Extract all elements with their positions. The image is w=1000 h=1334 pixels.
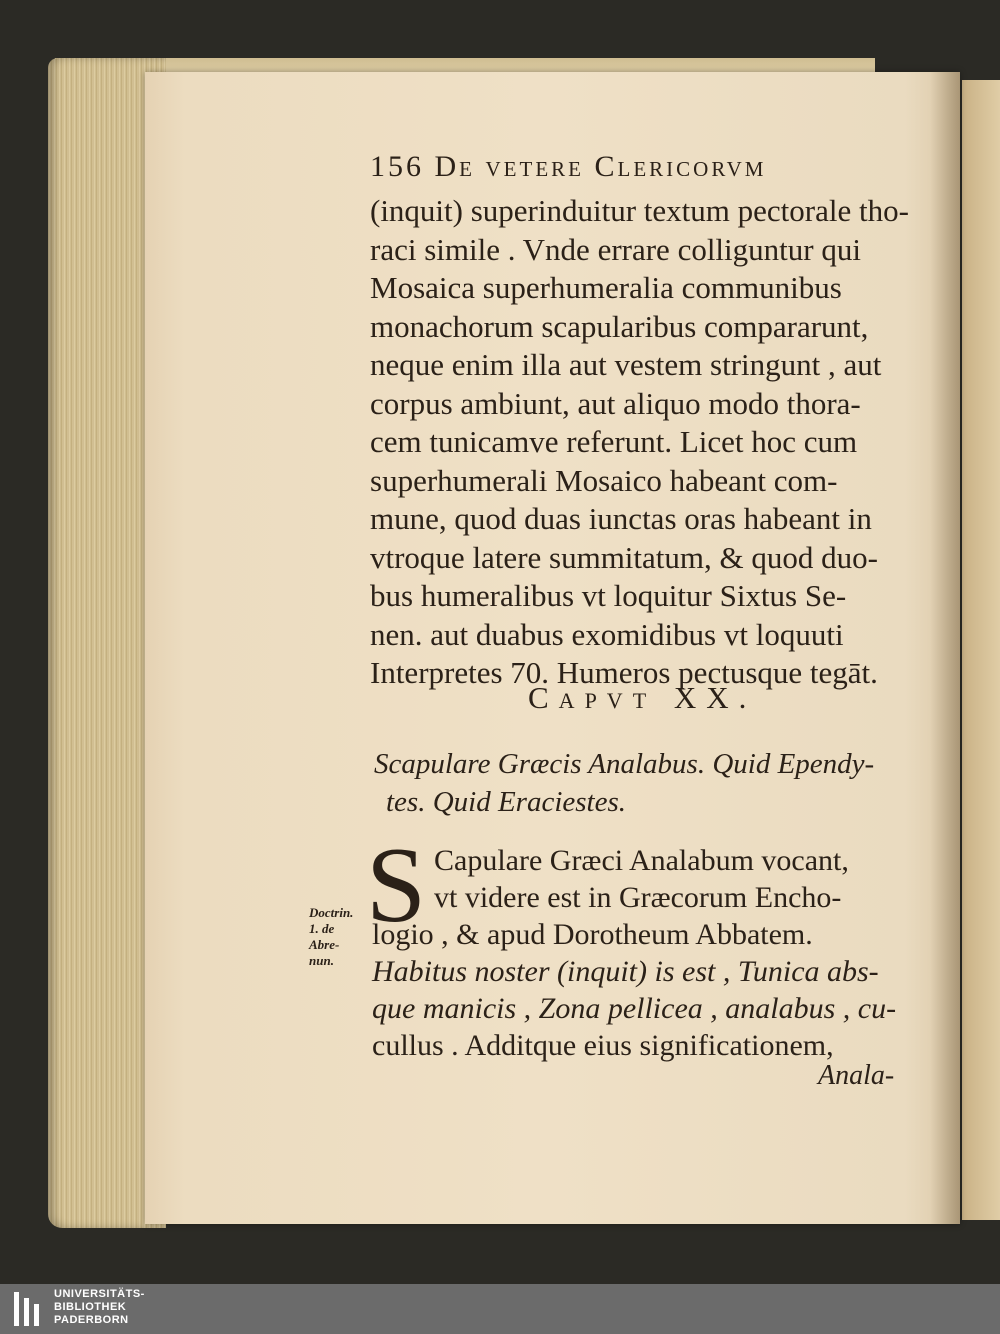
- text-line: raci simile . Vnde errare colliguntur qui: [370, 231, 861, 267]
- text-line: vtroque latere summitatum, & quod duo-: [370, 539, 878, 575]
- facing-page-edge: [962, 80, 1000, 1220]
- subtitle-line: Scapulare Græcis Analabus. Quid Ependy-: [374, 748, 875, 780]
- section-text: [372, 916, 907, 1064]
- text-line: monachorum scapularibus compararunt,: [370, 308, 869, 344]
- running-title: De vetere Clericorvm: [434, 150, 767, 183]
- library-name-line: UNIVERSITÄTS-: [54, 1288, 145, 1300]
- library-name-line: BIBLIOTHEK: [54, 1301, 127, 1313]
- text-line: Habitus noster (inquit) is est , Tunica abs-: [372, 955, 879, 988]
- text-line: nen. aut duabus exomidibus vt loquuti: [370, 616, 844, 652]
- chapter-heading: Capvt XX.: [528, 680, 757, 715]
- catchword: Anala-: [818, 1060, 895, 1091]
- margin-note-line: nun.: [309, 953, 334, 968]
- library-logo-icon: [10, 1290, 46, 1328]
- page-number: 156: [370, 150, 424, 183]
- margin-note-line: Doctrin.: [309, 905, 354, 920]
- text-line: Interpretes 70. Humeros pectusque tegāt.: [370, 655, 878, 690]
- text-line: logio , & apud Dorotheum Abbatem.: [372, 918, 813, 951]
- text-line: corpus ambiunt, aut aliquo modo thora-: [370, 385, 861, 421]
- subtitle-line: tes. Quid Eraciestes.: [386, 786, 627, 818]
- margin-note-line: Abre-: [309, 937, 340, 952]
- text-line: cem tunicamve referunt. Licet hoc cum: [370, 424, 858, 459]
- text-line: cullus . Additque eius significationem,: [372, 1029, 834, 1062]
- text-line: (inquit) superinduitur textum pectorale tho-: [370, 193, 909, 228]
- drop-cap: S: [366, 826, 427, 945]
- body-text: [370, 192, 909, 693]
- text-line: vt videre est in Græcorum Encho-: [434, 881, 842, 914]
- gutter-shadow: [930, 72, 960, 1224]
- text-line: mune, quod duas iunctas oras habeant in: [370, 501, 872, 536]
- text-line: superhumerali Mosaico habeant com-: [370, 462, 838, 498]
- chapter-subtitle: [374, 745, 874, 821]
- margin-note-line: 1. de: [309, 921, 335, 936]
- text-line: bus humeralibus vt loquitur Sixtus Se-: [370, 578, 847, 613]
- indented-text: [434, 842, 904, 916]
- text-line: que manicis , Zona pellicea , analabus , cu-: [372, 992, 897, 1025]
- text-line: Mosaica superhumeralia communibus: [370, 270, 842, 305]
- library-name-line: PADERBORN: [54, 1314, 129, 1326]
- margin-note: [309, 905, 353, 969]
- library-footer: [0, 1284, 1000, 1334]
- text-line: Capulare Græci Analabum vocant,: [434, 844, 849, 877]
- library-name: [54, 1288, 145, 1327]
- running-header: [370, 150, 766, 184]
- text-line: neque enim illa aut vestem stringunt , aut: [370, 347, 882, 382]
